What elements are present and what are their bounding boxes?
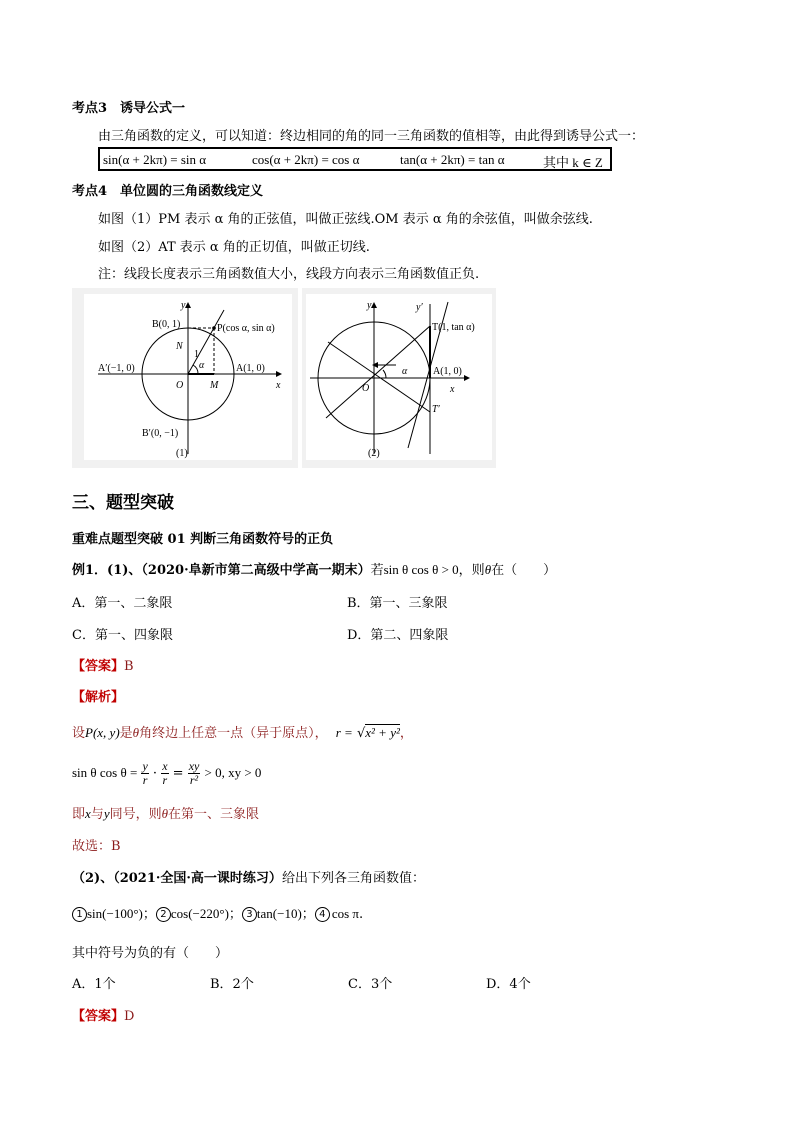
fraction-xy-over-r2 (188, 760, 201, 787)
solution-line-3 (72, 803, 259, 822)
figure-2-panel (302, 288, 496, 468)
circled-number-3: 3 (242, 907, 257, 922)
sol1-point: P(x, y) (85, 725, 120, 740)
formula-sin: sin(α + 2kπ) = sin α (103, 152, 207, 167)
y-axis-arrow (185, 302, 191, 308)
x-axis-arrow (464, 375, 470, 381)
label-T: T(1, tan α) (432, 322, 475, 333)
example1-option-d: D．第二、四象限 (347, 628, 449, 643)
example1-stem-end: 在（ ） (491, 563, 557, 578)
example1-stem (72, 559, 556, 578)
section3-heading: 考点3 诱导公式一 (72, 101, 186, 116)
example2-option-b: B．2个 (210, 977, 254, 992)
terminal-side-to-T (326, 326, 430, 418)
sol3-y: y (103, 806, 110, 821)
label-T-prime: T′ (432, 404, 440, 415)
label-N: N (176, 341, 183, 352)
answer-label: 【答案】 (72, 659, 125, 674)
terminal-side (188, 310, 224, 374)
answer-value: B (124, 659, 134, 674)
section4-heading: 考点4 单位圆的三角函数线定义 (72, 184, 264, 199)
section4-line1: 如图（1）PM 表示 α 角的正弦值，叫做正弦线.OM 表示 α 角的余弦值，叫做余弦线. (98, 212, 593, 227)
sol1-r: r = (335, 725, 353, 740)
label-y-prime: y′ (416, 302, 423, 313)
label-y: y (367, 300, 372, 311)
angle-arc (193, 365, 198, 374)
formula-tan: tan(α + 2kπ) = tan α (400, 152, 505, 167)
frac3-num: xy (188, 759, 200, 773)
label-B-prime: B′(0, −1) (142, 428, 179, 439)
sol3-a: 即 (72, 807, 86, 822)
example2-option-d: D．4个 (486, 977, 531, 992)
example2-source: （2)、（2021·全国·高一课时练习） (72, 871, 282, 886)
sep-1: ； (142, 907, 156, 922)
frac2-num: x (162, 759, 168, 773)
circled-number-4: 4 (315, 907, 330, 922)
label-x: x (450, 384, 455, 395)
sol1-text: 角终边上任意一点（异于原点）， (139, 726, 328, 741)
item-4: cos π (331, 906, 359, 921)
label-y: y (181, 300, 186, 311)
label-alpha: α (199, 360, 205, 371)
figure-2-caption: (2) (368, 448, 380, 459)
label-A: A(1, 0) (433, 366, 462, 377)
formula-cos: cos(α + 2kπ) = cos α (252, 152, 360, 167)
part3-subtitle: 重难点题型突破 01 判断三角函数符号的正负 (72, 532, 334, 547)
choose-answer: 故选：B (72, 839, 121, 854)
example2-stem-text: 给出下列各三角函数值： (281, 871, 425, 886)
example2-option-a: A．1个 (72, 977, 116, 992)
analysis-label: 【解析】 (72, 690, 125, 705)
example1-source: 例1．(1)、（2020·阜新市第二高级中学高一期末） (72, 563, 371, 578)
sol3-c: 同号，则 (109, 807, 162, 822)
example2-stem (72, 867, 425, 886)
part3-title: 三、题型突破 (72, 493, 174, 513)
solution-line-2 (72, 760, 261, 787)
sol3-theta: θ (161, 806, 168, 821)
sol2-lhs: sin θ cos θ = (72, 765, 138, 780)
items-end: . (358, 907, 364, 922)
point-P (212, 326, 216, 330)
frac1-den: r (142, 773, 148, 787)
label-x: x (276, 380, 281, 391)
label-one: 1 (194, 349, 199, 360)
example1-stem-mid: ，则 (458, 563, 485, 578)
figure-1-caption: (1) (176, 448, 188, 459)
label-M: M (210, 380, 219, 391)
sol1-mid: 是 (119, 726, 133, 741)
sol3-b: 与 (90, 807, 104, 822)
example2-option-c: C．3个 (348, 977, 393, 992)
answer-label: 【答案】 (72, 1009, 125, 1024)
sol1-pre: 设 (72, 726, 86, 741)
example2-question: 其中符号为负的有（ ） (72, 946, 229, 961)
label-B: B(0, 1) (152, 319, 181, 330)
frac2-den: r (162, 773, 168, 787)
sep-2: ； (228, 907, 242, 922)
example1-condition: sin θ cos θ > 0 (383, 562, 459, 577)
sol1-sqrt: x² + y² (365, 725, 400, 740)
sol2-rhs: > 0, xy > 0 (204, 765, 262, 780)
example1-answer (72, 655, 134, 674)
item-1: sin(−100°) (87, 906, 143, 921)
label-O: O (362, 383, 370, 394)
solution-line-1 (72, 722, 413, 741)
equals-sign: = (172, 766, 184, 781)
label-P: P(cos α, sin α) (217, 323, 275, 334)
sqrt-sign: √ (356, 726, 366, 741)
section4-note: 注：线段长度表示三角函数值大小，线段方向表示三角函数值正负. (98, 267, 480, 282)
example2-items (72, 903, 363, 922)
sol3-x: x (85, 806, 91, 821)
sol1-theta: θ (132, 725, 140, 740)
y-axis-arrow (371, 302, 377, 308)
x-axis-arrow (276, 371, 282, 377)
label-O: O (176, 380, 184, 391)
answer-value: D (124, 1009, 135, 1024)
label-A-prime: A′(−1, 0) (98, 363, 135, 374)
frac1-num: y (142, 759, 148, 773)
formula-condition: 其中 k ∈ Z (543, 155, 603, 170)
example1-theta: θ (484, 562, 492, 577)
dot-operator: · (152, 766, 158, 781)
circled-number-1: 1 (72, 907, 87, 922)
direction-arrowhead (372, 362, 378, 368)
frac3-den: r² (189, 773, 199, 787)
angle-arc (383, 370, 386, 378)
label-alpha: α (402, 366, 408, 377)
formula-box (98, 147, 612, 171)
example1-option-b: B．第一、三象限 (347, 596, 448, 611)
sol3-d: 在第一、三象限 (168, 807, 260, 822)
example2-answer (72, 1005, 134, 1024)
item-2: cos(−220°) (170, 906, 229, 921)
unit-circle-sine-cosine-diagram (84, 294, 292, 460)
line-to-T-prime (328, 342, 430, 412)
unit-circle-tangent-diagram (306, 294, 492, 460)
sep-3: ； (301, 907, 315, 922)
item-3: tan(−10) (256, 906, 302, 921)
figure-1-panel (72, 288, 298, 468)
example1-option-a: A．第一、二象限 (72, 596, 173, 611)
sol1-end: ， (399, 726, 413, 741)
example1-stem-pre: 若 (370, 563, 384, 578)
circled-number-2: 2 (156, 907, 171, 922)
fraction-x-over-r (161, 760, 168, 787)
label-A: A(1, 0) (236, 363, 265, 374)
section4-line2: 如图（2）AT 表示 α 角的正切值，叫做正切线. (98, 240, 370, 255)
example1-option-c: C．第一、四象限 (72, 628, 173, 643)
section3-intro: 由三角函数的定义，可以知道：终边相同的角的同一三角函数的值相等，由此得到诱导公式一： (98, 129, 645, 144)
fraction-y-over-r (141, 760, 148, 787)
